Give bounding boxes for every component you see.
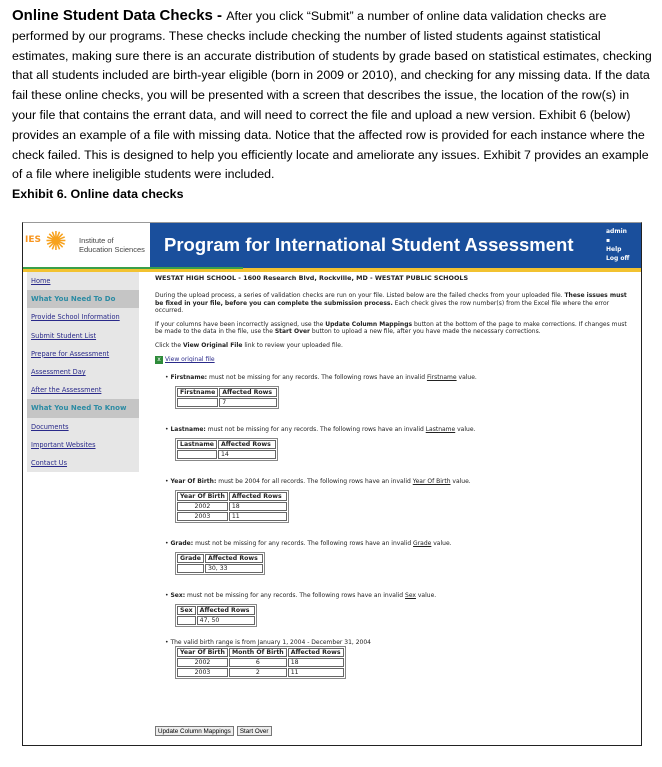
check-field: Sex [170, 591, 183, 599]
cell: 30, 33 [205, 564, 263, 573]
cell: 2003 [177, 668, 228, 677]
logo-line2: Education Sciences [79, 245, 145, 254]
title-banner [150, 223, 641, 267]
ies-logo [23, 223, 149, 267]
cell [177, 564, 204, 573]
birth-range-check [165, 639, 635, 679]
view-original-file[interactable] [155, 356, 635, 364]
sidebar-section: What You Need To Know [27, 399, 139, 417]
check-rule: must not be missing for any records. The following rows have an invalid [205, 425, 426, 433]
logoff-link[interactable]: Log off [606, 255, 630, 262]
sidebar-link[interactable]: Assessment Day [31, 367, 86, 376]
exhibit-screenshot [22, 222, 642, 746]
table-row [177, 502, 287, 511]
check-table [175, 604, 257, 627]
p3c: link to review your uploaded file. [242, 341, 343, 349]
check-text: • Sex: must not be missing for any records. The following rows have an invalid Sex value. [165, 591, 437, 599]
check-text: • Firstname: must not be missing for any records. The following rows have an invalid Firstname value. [165, 373, 477, 381]
app-header [23, 223, 641, 267]
user-icon: ▪ [606, 237, 611, 244]
cell: 14 [218, 450, 276, 459]
sidebar-link[interactable]: Important Websites [31, 440, 96, 449]
sidebar-item [27, 418, 139, 436]
table-row [177, 658, 344, 667]
check-after: value. [456, 373, 477, 381]
check-item [165, 540, 635, 575]
col-header: Sex [177, 606, 196, 615]
cell [177, 398, 218, 407]
sidebar-item [27, 327, 139, 345]
cell: 6 [229, 658, 287, 667]
instructions-1 [155, 292, 635, 315]
excel-icon: x [155, 356, 163, 364]
instructions-3 [155, 342, 635, 350]
logo-abbr: IES [25, 235, 41, 245]
help-link[interactable]: Help [606, 246, 622, 253]
col-header: Year Of Birth [177, 648, 228, 657]
col-header: Grade [177, 554, 204, 563]
check-item [165, 478, 635, 523]
cell: 2002 [177, 502, 228, 511]
check-field: Lastname [170, 425, 204, 433]
user-nav [606, 227, 629, 263]
user-name: admin [606, 228, 627, 235]
exhibit-label: Exhibit 6. Online data checks [12, 187, 184, 201]
table-row [177, 512, 287, 521]
check-item [165, 592, 635, 627]
check-field-link: Firstname [426, 373, 457, 381]
check-text: • Grade: must not be missing for any records. The following rows have an invalid Grade value. [165, 539, 452, 547]
table-row [177, 668, 344, 677]
view-original-link[interactable]: View original file [165, 356, 215, 364]
check-table [175, 552, 265, 575]
col-header: Affected Rows [218, 440, 276, 449]
instructions-2 [155, 321, 635, 336]
col-header: Firstname [177, 388, 218, 397]
check-text: • Lastname: must not be missing for any records. The following rows have an invalid Lastname value. [165, 425, 476, 433]
sidebar-section: What You Need To Do [27, 290, 139, 308]
check-after: value. [455, 425, 476, 433]
sidebar-item [27, 381, 139, 399]
cell: 11 [288, 668, 344, 677]
sidebar-item [27, 363, 139, 381]
logo-line1: Institute of [79, 236, 114, 245]
main-content [155, 272, 635, 679]
sidebar-link[interactable]: Home [31, 277, 51, 285]
cell: 7 [219, 398, 277, 407]
col-header: Year Of Birth [177, 492, 228, 501]
col-header: Affected Rows [205, 554, 263, 563]
col-header: Month Of Birth [229, 648, 287, 657]
sidebar-link[interactable]: Provide School Information [31, 313, 120, 322]
col-header: Affected Rows [288, 648, 344, 657]
sidebar-link[interactable]: Prepare for Assessment [31, 349, 110, 358]
check-after: value. [431, 539, 452, 547]
p1a: During the upload process, a series of validation checks are run on your file. Listed below are the failed checks from your uploaded file. [155, 292, 565, 299]
range-text: The valid birth range is from January 1, 2004 - December 31, 2004 [170, 638, 371, 646]
check-table [175, 490, 289, 523]
sidebar-link[interactable]: Submit Student List [31, 331, 97, 340]
col-header: Affected Rows [229, 492, 287, 501]
check-rule: must not be missing for any records. The following rows have an invalid [193, 539, 414, 547]
check-rule: must be 2004 for all records. The following rows have an invalid [216, 477, 413, 485]
check-text: • Year Of Birth: must be 2004 for all records. The following rows have an invalid Year Of Birth value. [165, 477, 471, 485]
cell: 47, 50 [197, 616, 255, 625]
cell [177, 450, 217, 459]
check-rule: must not be missing for any records. The following rows have an invalid [185, 591, 406, 599]
cell [177, 616, 196, 625]
sidebar-link[interactable]: After the Assessment [31, 386, 102, 395]
p1c: Each check gives the row number(s) from the Excel file where the error occurred. [155, 299, 610, 315]
check-text: • The valid birth range is from January 1, 2004 - December 31, 2004 [165, 638, 371, 646]
intro-paragraph [12, 6, 652, 185]
p2e: button to upload a new file, after you have made the necessary corrections. [310, 328, 541, 336]
intro-body: After you click “Submit” a number of online data validation checks are performed by our programs. These checks include checking the number of listed students against statistical estimates, making sure there is an accurate distribution of students by grade based on statistical estimates, checking that all students included are birth-year eligible (born in 2009 or 2010), and checking for any missing data. If the data fail these online checks, you will be presented with a screen that describes the issue, the location of the row(s) in your file that contains the errant data, and will need to correct the file and upload a new version. Exhibit 6 (below) provides an example of a file with missing data. Notice that the affected row is provided for each instance where the check failed. This is designed to help you efficiently locate and ameliorate any issues. Exhibit 7 provides an example of a file where ineligible students were included. [12, 9, 652, 182]
check-after: value. [415, 591, 437, 599]
action-buttons [155, 726, 272, 736]
update-column-mappings-button[interactable]: Update Column Mappings [155, 726, 234, 736]
sidebar-item [27, 308, 139, 326]
check-field-link: Lastname [425, 425, 456, 433]
cell: 11 [229, 512, 287, 521]
sidebar-link[interactable]: Documents [31, 422, 69, 431]
table-row [177, 616, 255, 625]
cell: 2003 [177, 512, 228, 521]
check-table [175, 438, 278, 461]
check-field-link: Grade [413, 539, 432, 547]
sidebar-item [27, 272, 139, 290]
sun-icon: ✺ [45, 227, 67, 257]
school-address: WESTAT HIGH SCHOOL - 1600 Research Blvd, Rockville, MD - WESTAT PUBLIC SCHOOLS [155, 274, 469, 282]
check-field-link: Sex [405, 591, 416, 599]
check-after: value. [450, 477, 471, 485]
col-header: Lastname [177, 440, 217, 449]
p2b: Update Column Mappings [325, 320, 413, 328]
start-over-button[interactable]: Start Over [237, 726, 272, 736]
p2d: Start Over [274, 328, 311, 336]
check-rule: must not be missing for any records. The following rows have an invalid [207, 373, 427, 381]
p2c: button at the bottom of the page to make corrections. If changes must be made to the data in the file, use the [155, 320, 627, 336]
section-title: Online Student Data Checks - [12, 7, 227, 24]
check-field-link: Year Of Birth [412, 477, 451, 485]
table-row [177, 450, 276, 459]
cell: 2 [229, 668, 287, 677]
range-table [175, 646, 346, 679]
check-field: Grade [170, 539, 191, 547]
check-field: Firstname [170, 373, 205, 381]
cell: 18 [229, 502, 287, 511]
sidebar-item [27, 345, 139, 363]
p2a: If your columns have been incorrectly assigned, use the [155, 320, 326, 328]
col-header: Affected Rows [219, 388, 277, 397]
sidebar-item [27, 436, 139, 454]
app-title: Program for International Student Assessment [164, 234, 574, 255]
table-row [177, 398, 277, 407]
col-header: Affected Rows [197, 606, 255, 615]
checks-list [155, 374, 635, 679]
check-field: Year Of Birth [170, 477, 214, 485]
cell: 2002 [177, 658, 228, 667]
p1b: These issues must be fixed in your file, before you can complete the submission process. [155, 292, 627, 307]
cell: 18 [288, 658, 344, 667]
sidebar-item [27, 454, 139, 472]
check-item [165, 374, 635, 409]
table-row [177, 564, 263, 573]
p3a: Click the [155, 341, 183, 349]
sidebar [27, 272, 139, 472]
logo-text [79, 236, 145, 254]
check-item [165, 426, 635, 461]
sidebar-link[interactable]: Contact Us [31, 458, 68, 467]
p3b: View Original File [182, 341, 243, 349]
check-table [175, 386, 279, 409]
